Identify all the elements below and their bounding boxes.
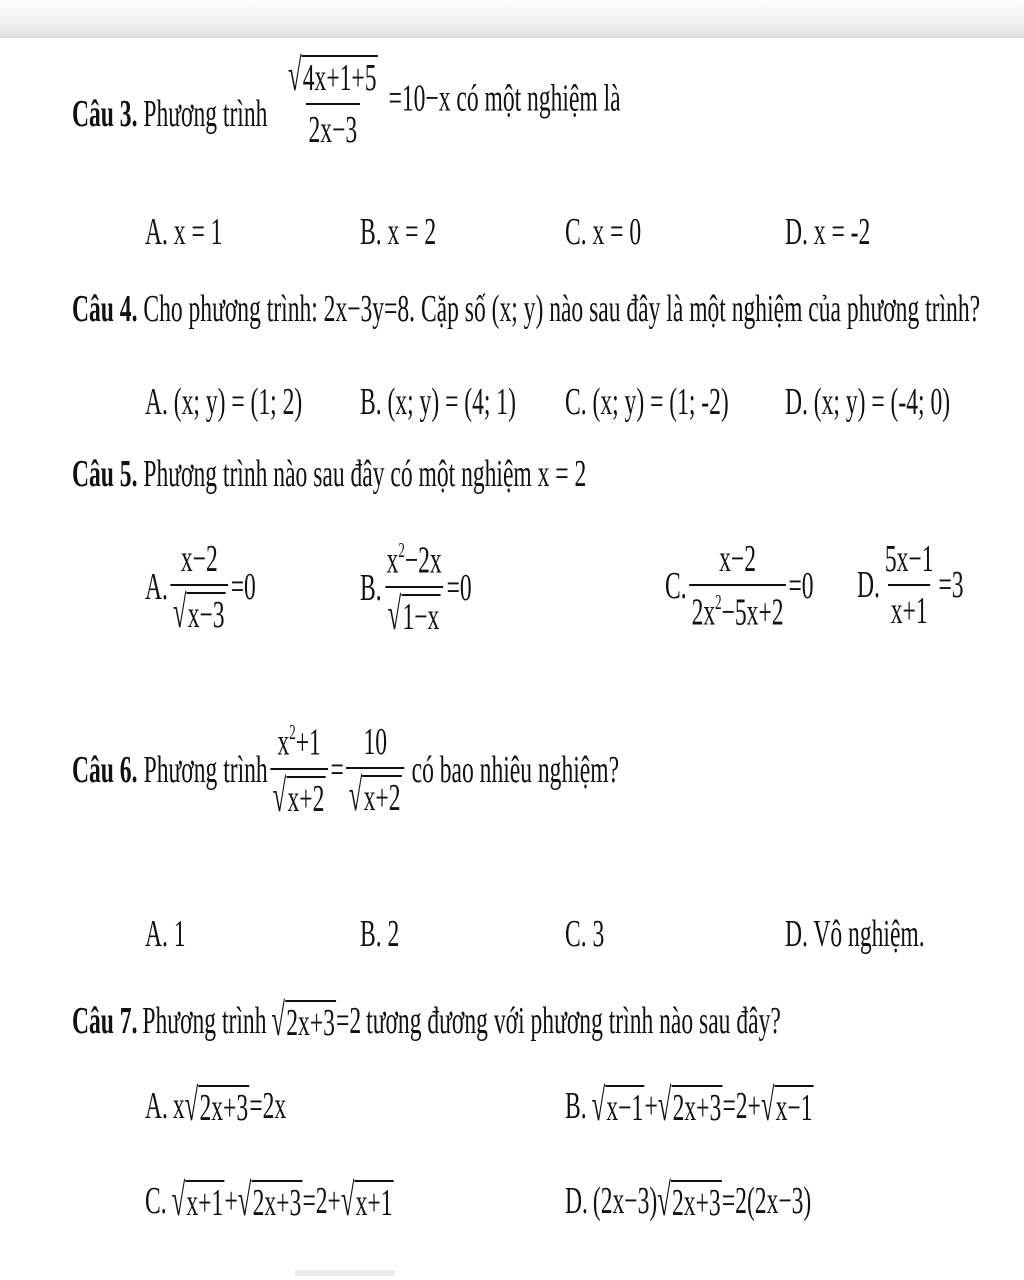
option-label: B. xyxy=(565,1085,587,1127)
option-d[interactable]: D. x = -2 xyxy=(785,211,871,253)
numerator-rest: −2x xyxy=(404,539,442,582)
option-label: C. xyxy=(145,1180,167,1222)
question-label: Câu 7. xyxy=(72,1000,138,1042)
option-b[interactable] xyxy=(360,538,472,639)
radicand: x−1 xyxy=(775,1087,813,1129)
radicand: x−1 xyxy=(606,1087,644,1129)
equation-rhs: =0 xyxy=(788,564,814,607)
option-c[interactable]: C. 3 xyxy=(565,913,605,955)
option-a[interactable] xyxy=(145,538,256,638)
equation-rhs: =2x xyxy=(249,1085,287,1127)
option-label: D. xyxy=(565,1180,588,1222)
option-c[interactable]: C. x = 0 xyxy=(565,211,642,253)
browser-top-bar xyxy=(0,0,1024,38)
denominator: x+2 xyxy=(363,776,401,819)
question-6 xyxy=(0,722,1024,872)
question-4 xyxy=(0,290,1024,336)
numerator-rest: +1 xyxy=(295,721,321,764)
fraction-right: 10 √ x+2 xyxy=(346,723,404,817)
question-text-end: tương đương với phương trình nào sau đây? xyxy=(366,1000,781,1042)
denominator: x+1 xyxy=(888,584,930,630)
question-text: Cho phương trình: 2x−3y=8. Cặp số (x; y) nào sau đây là một nghiệm của phương trình? xyxy=(143,288,981,330)
equation-rhs: =10−x xyxy=(388,77,451,120)
numerator-base: x xyxy=(386,539,399,582)
coefficient: (2x−3) xyxy=(592,1180,658,1222)
question-text-end: có một nghiệm là xyxy=(456,77,621,120)
numerator: x−2 xyxy=(719,538,756,580)
options-q6 xyxy=(0,915,1024,961)
denominator: x−3 xyxy=(187,594,225,636)
radicand: x+1 xyxy=(355,1182,393,1224)
denominator-base: 2x xyxy=(691,591,716,634)
option-a[interactable]: A. x = 1 xyxy=(145,211,223,253)
option-d[interactable]: D. (x; y) = (-4; 0) xyxy=(785,381,951,423)
equation-rhs: =3 xyxy=(938,564,964,606)
option-a[interactable]: A. 1 xyxy=(145,913,186,955)
question-label: Câu 5. xyxy=(72,453,138,495)
plus-sign: + xyxy=(644,1085,658,1127)
options-q7-row2 xyxy=(0,1173,1024,1236)
radicand: 2x+3 xyxy=(672,1087,722,1129)
numerator-base: x xyxy=(277,721,290,764)
plus-sign: + xyxy=(224,1180,238,1222)
question-label: Câu 3. xyxy=(72,93,138,135)
equation-rhs: =2 xyxy=(336,1000,362,1042)
question-5 xyxy=(0,455,1024,501)
fraction: $x^2-2x$ √ 1−x xyxy=(386,538,442,639)
numerator: x−2 xyxy=(180,538,218,580)
option-b[interactable]: B. √ x−1 + √ 2x+3 =2+ √ x−1 xyxy=(565,1078,813,1131)
option-b[interactable]: B. 2 xyxy=(360,913,400,955)
option-d[interactable]: D. (2x−3) √ 2x+3 =2(2x−3) xyxy=(565,1173,812,1226)
question-text: Phương trình xyxy=(142,1000,267,1042)
option-c[interactable]: C. (x; y) = (1; -2) xyxy=(565,381,729,423)
question-label: Câu 6. xyxy=(72,748,138,791)
radicand: 2x+3 xyxy=(286,1002,335,1044)
equation-middle: =2+ xyxy=(302,1180,341,1222)
option-label: A. xyxy=(145,566,168,608)
equation-rhs: =0 xyxy=(230,566,256,608)
equation-rhs: =2(2x−3) xyxy=(721,1180,812,1222)
question-label: Câu 4. xyxy=(72,288,138,330)
exponent: 2 xyxy=(289,720,296,744)
option-label: A. xyxy=(145,1085,168,1127)
question-7: Câu 7. Phương trình √ 2x+3 =2 tương đương với phương trình nào sau đây? xyxy=(72,993,781,1046)
denominator: 2x−3 xyxy=(306,103,360,149)
radicand: 2x+3 xyxy=(252,1182,302,1224)
page-bottom-mark xyxy=(295,1270,395,1276)
option-c[interactable]: C. √ x+1 + √ 2x+3 =2+ √ x+1 xyxy=(145,1173,393,1226)
fraction: √ 4x+1+5 2x−3 xyxy=(287,48,377,151)
option-label: B. xyxy=(360,566,382,609)
denominator-rest: −5x+2 xyxy=(721,591,784,634)
fraction: x−2 √ x−3 xyxy=(170,540,228,634)
radicand: 2x+3 xyxy=(672,1182,721,1224)
question-text: Phương trình xyxy=(143,748,268,791)
option-label: D. xyxy=(857,564,880,606)
option-label: C. xyxy=(665,564,687,607)
question-3 xyxy=(0,48,1024,185)
fraction xyxy=(689,540,786,632)
coefficient: x xyxy=(172,1085,185,1127)
options-q4 xyxy=(0,383,1024,429)
options-q3 xyxy=(0,213,1024,259)
exponent: 2 xyxy=(715,590,722,614)
exponent: 2 xyxy=(398,538,405,562)
equation-middle: =2+ xyxy=(722,1085,761,1127)
equals-sign: = xyxy=(330,748,344,791)
option-b[interactable]: B. x = 2 xyxy=(360,211,437,253)
fraction xyxy=(882,540,936,630)
numerator: 4x+1+5 xyxy=(302,57,377,99)
equation-rhs: =0 xyxy=(446,566,472,609)
numerator: 5x−1 xyxy=(884,538,934,580)
option-a[interactable]: A. x √ 2x+3 =2x xyxy=(145,1078,287,1131)
option-d[interactable] xyxy=(857,540,964,630)
question-text: Phương trình nào sau đây có một nghiệm x = 2 xyxy=(143,453,587,495)
options-q5 xyxy=(0,540,1024,690)
options-q7-row1 xyxy=(0,1078,1024,1141)
question-text-end: có bao nhiêu nghiệm? xyxy=(411,748,620,791)
denominator: 1−x xyxy=(402,595,440,638)
fraction-left: $x^2+1$ √ x+2 xyxy=(270,722,328,818)
radicand: x+1 xyxy=(186,1182,224,1224)
option-d[interactable]: D. Vô nghiệm. xyxy=(785,913,925,955)
denominator: x+2 xyxy=(287,777,325,820)
option-a[interactable]: A. (x; y) = (1; 2) xyxy=(145,381,303,423)
radicand: 2x+3 xyxy=(199,1087,249,1129)
numerator: 10 xyxy=(363,720,388,763)
option-c[interactable] xyxy=(665,540,814,632)
option-b[interactable]: B. (x; y) = (4; 1) xyxy=(360,381,516,423)
question-text: Phương trình xyxy=(143,93,268,135)
